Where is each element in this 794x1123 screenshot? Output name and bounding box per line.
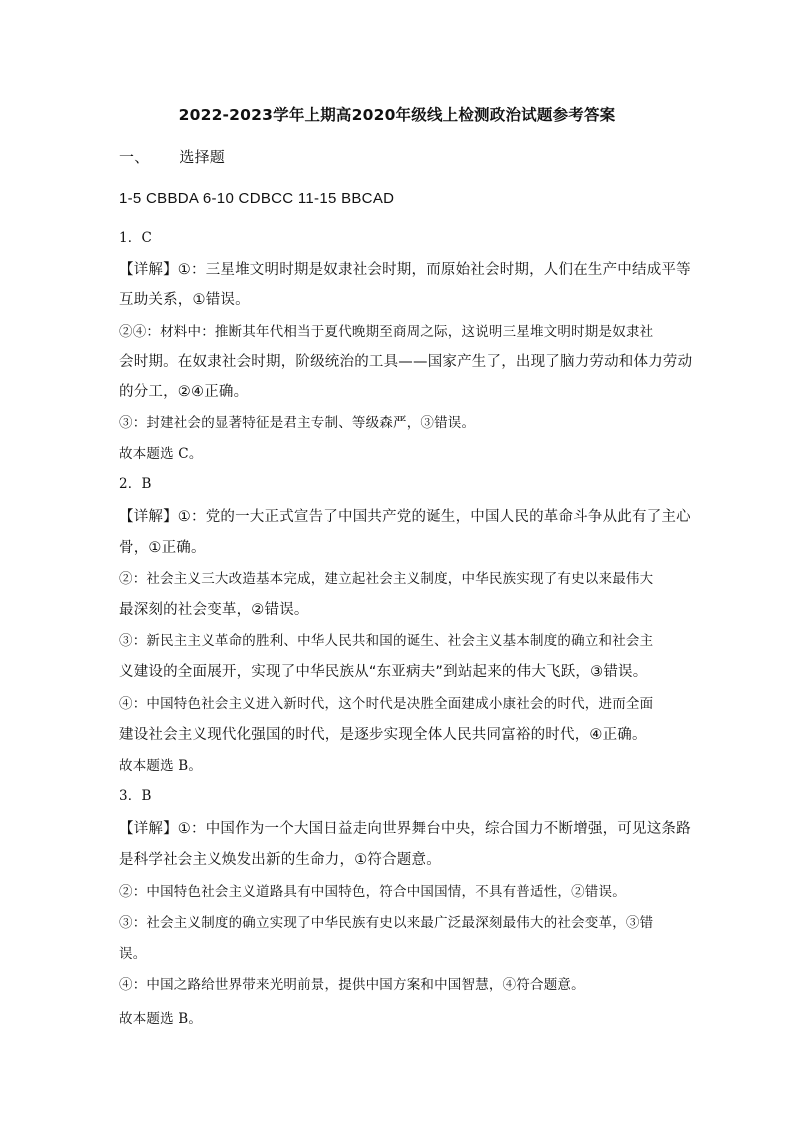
q2-text-line: 义建设的全面展开，实现了中华民族从“东亚病夫”到站起来的伟大飞跃，③错误。	[119, 664, 648, 680]
q1-text-line: ③：封建社会的显著特征是君主专制、等级森严，③错误。	[119, 415, 476, 431]
answer-key: 1-5 CBBDA 6-10 CDBCC 11-15 BBCAD	[119, 190, 395, 207]
q2-text-line: ④：中国特色社会主义进入新时代，这个时代是决胜全面建成小康社会的时代，进而全面	[119, 696, 654, 712]
section-heading	[119, 147, 679, 167]
q2-text-line: 【详解】①：党的一大正式宣告了中国共产党的诞生，中国人民的革命斗争从此有了主心	[119, 509, 691, 525]
q1-text-line: 【详解】①：三星堆文明时期是奴隶社会时期，而原始社会时期，人们在生产中结成平等	[119, 262, 691, 278]
q1-text-line: 的分工，②④正确。	[119, 384, 249, 400]
q3-text-line: ③：社会主义制度的确立实现了中华民族有史以来最广泛最深刻最伟大的社会变革，③错	[119, 915, 654, 931]
q1-text-line: 会时期。在奴隶社会时期，阶级统治的工具——国家产生了，出现了脑力劳动和体力劳动	[119, 354, 693, 370]
q2-text-line: 最深刻的社会变革，②错误。	[119, 602, 309, 618]
question-2-heading: 2．B	[119, 476, 152, 492]
q1-text-line: 互助关系，①错误。	[119, 292, 250, 308]
question-1-heading: 1．C	[119, 230, 153, 246]
q2-text-line: 故本题选 B。	[119, 758, 203, 774]
q3-text-line: 【详解】①：中国作为一个大国日益走向世界舞台中央，综合国力不断增强，可见这条路	[119, 821, 691, 837]
q3-text-line: 是科学社会主义焕发出新的生命力，①符合题意。	[119, 852, 441, 868]
q2-text-line: ②：社会主义三大改造基本完成，建立起社会主义制度，中华民族实现了有史以来最伟大	[119, 571, 654, 587]
q3-text-line: 误。	[119, 946, 147, 962]
q2-text-line: 建设社会主义现代化强国的时代，是逐步实现全体人民共同富裕的时代，④正确。	[119, 727, 647, 743]
q1-text-line: 故本题选 C。	[119, 446, 203, 462]
section-number: 一、	[119, 148, 150, 166]
q3-text-line: ④：中国之路给世界带来光明前景，提供中国方案和中国智慧，④符合题意。	[119, 977, 585, 993]
q1-text-line: ②④：材料中：推断其年代相当于夏代晚期至商周之际，这说明三星堆文明时期是奴隶社	[119, 324, 654, 340]
q3-text-line: ②：中国特色社会主义道路具有中国特色，符合中国国情，不具有普适性，②错误。	[119, 884, 626, 900]
q2-text-line: ③：新民主主义革命的胜利、中华人民共和国的诞生、社会主义基本制度的确立和社会主	[119, 633, 654, 649]
section-label: 选择题	[179, 148, 226, 166]
question-3-heading: 3．B	[119, 788, 152, 804]
q3-text-line: 故本题选 B。	[119, 1011, 203, 1027]
page-title: 2022-2023学年上期高2020年级线上检测政治试题参考答案	[178, 106, 616, 124]
q2-text-line: 骨，①正确。	[119, 540, 206, 556]
